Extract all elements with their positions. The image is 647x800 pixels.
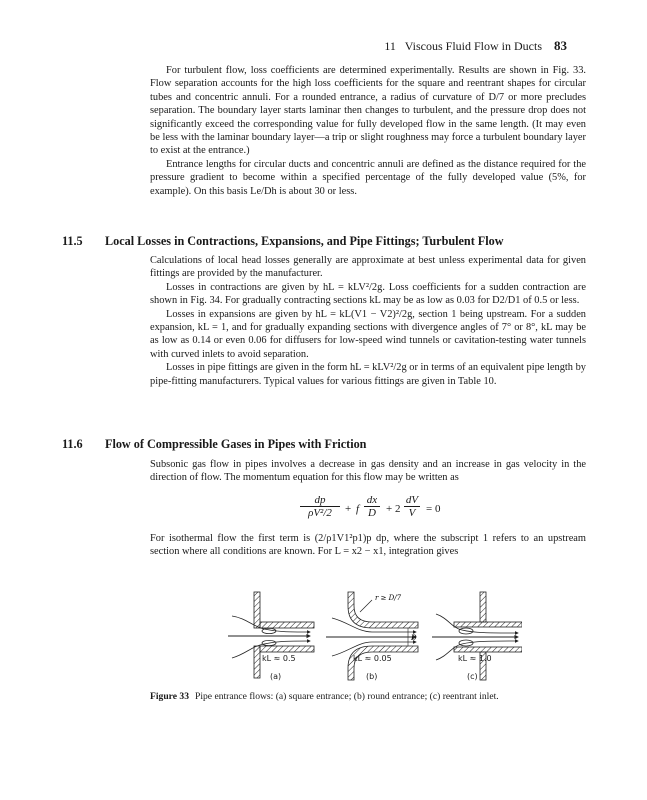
paragraph: Losses in pipe fittings are given in the form hL = kLV²/2g or in terms of an equivalent pipe length by pipe-fitting manufacturers. Typical values for various fittings are given in Table 10.: [150, 362, 586, 387]
paragraph: Subsonic gas flow in pipes involves a decrease in gas density and an increase in gas velocity in the direction of flow. The momentum equation for this flow may be written as: [150, 459, 586, 484]
panel-label-a: (a): [270, 672, 282, 681]
friction-factor: f: [356, 503, 360, 515]
numerator: dx: [364, 494, 380, 507]
page-number: 83: [554, 38, 567, 53]
panel-b-round-entrance: [326, 592, 418, 680]
paragraph: Losses in expansions are given by hL = kL(V1 − V2)²/2g, section 1 being upstream. For a sudden expansion, kL = 1, and for gradually expanding sections with divergence angles of 7° or 8°, kL may be as low as 0.14 or even 0.06 for diffusers for low-speed wind tunnels or cavitation-testing water tunnels with curved inlets to avoid separation.: [150, 308, 586, 360]
caption-text: Pipe entrance flows: (a) square entrance; (b) round entrance; (c) reentrant inlet.: [195, 691, 499, 702]
figure-caption: [150, 691, 499, 702]
section-heading-11-6: [62, 437, 366, 452]
paragraph: For isothermal flow the first term is (2/ρ1V1²p1)p dp, where the subscript 1 refers to an upstream section where all conditions are known. For L = x2 − x1, integration gives: [150, 533, 586, 558]
fraction-term-1: [300, 494, 340, 520]
diameter-label: D: [411, 634, 417, 642]
momentum-equation: [300, 494, 460, 528]
section-title: Local Losses in Contractions, Expansions, and Pipe Fittings; Turbulent Flow: [105, 234, 504, 248]
panel-a-square-entrance: [228, 592, 314, 678]
panel-label-c: (c): [467, 672, 478, 681]
loss-coefficient-c: kL ≈ 1.0: [458, 654, 492, 663]
paragraph: Entrance lengths for circular ducts and concentric annuli are defined as the distance required for the pressure gradient to become within a specified percentage of the fully developed value (5%, for example). On this basis Le/Dh is about 30 or less.: [150, 158, 586, 197]
panel-c-reentrant-inlet: [432, 592, 522, 680]
panel-label-b: (b): [366, 672, 378, 681]
section-11-6-text-continued: [150, 532, 586, 559]
paragraph: Losses in contractions are given by hL = kLV²/2g. Loss coefficients for a sudden contraction are shown in Fig. 34. For gradually contracting sections kL may be as low as 0.03 for D2/D1 of 0.5 or less.: [150, 281, 586, 307]
paragraph: Calculations of local head losses generally are approximate at best unless experimental data for given fittings are provided by the manufacturer.: [150, 255, 586, 280]
fraction-term-2: [364, 494, 380, 520]
denominator: ρV²/2: [308, 507, 332, 519]
plus-sign: +: [345, 503, 352, 515]
equals-zero: = 0: [426, 503, 441, 515]
chapter-title: 11 Viscous Fluid Flow in Ducts: [384, 39, 542, 53]
loss-coefficient-a: kL ≈ 0.5: [262, 654, 296, 663]
radius-label: r ≥ D/7: [375, 594, 402, 602]
figure-label: Figure 33: [150, 691, 189, 702]
section-number: 11.6: [62, 437, 83, 451]
section-11-6-text: [150, 458, 586, 485]
section-number: 11.5: [62, 234, 83, 248]
denominator: D: [368, 507, 376, 519]
plus-two: + 2: [386, 503, 401, 515]
section-heading-11-5: [62, 234, 504, 249]
intro-text: [150, 64, 586, 198]
running-header: [384, 38, 567, 54]
section-title: Flow of Compressible Gases in Pipes with Friction: [105, 437, 367, 451]
denominator: V: [408, 507, 416, 519]
fraction-term-3: [404, 494, 420, 520]
paragraph: For turbulent flow, loss coefficients are determined experimentally. Results are shown in Fig. 33. Flow separation accounts for the high loss coefficients for the square and reentrant shapes for circular tubes and concentric annuli. For a rounded entrance, a radius of curvature of D/7 or more precludes separation. The boundary layer starts laminar then changes to turbulent, and the pressure drop does not significantly exceed the corresponding value for fully developed flow in the same length. (It may even be less with the laminar boundary layer—a trip or slight roughness may force a turbulent boundary layer to exist at the entrance.): [150, 65, 586, 157]
loss-coefficient-b: kL ≈ 0.05: [353, 654, 392, 663]
section-11-5-text: [150, 254, 586, 388]
numerator: dV: [405, 494, 419, 506]
numerator: dp: [300, 494, 340, 507]
